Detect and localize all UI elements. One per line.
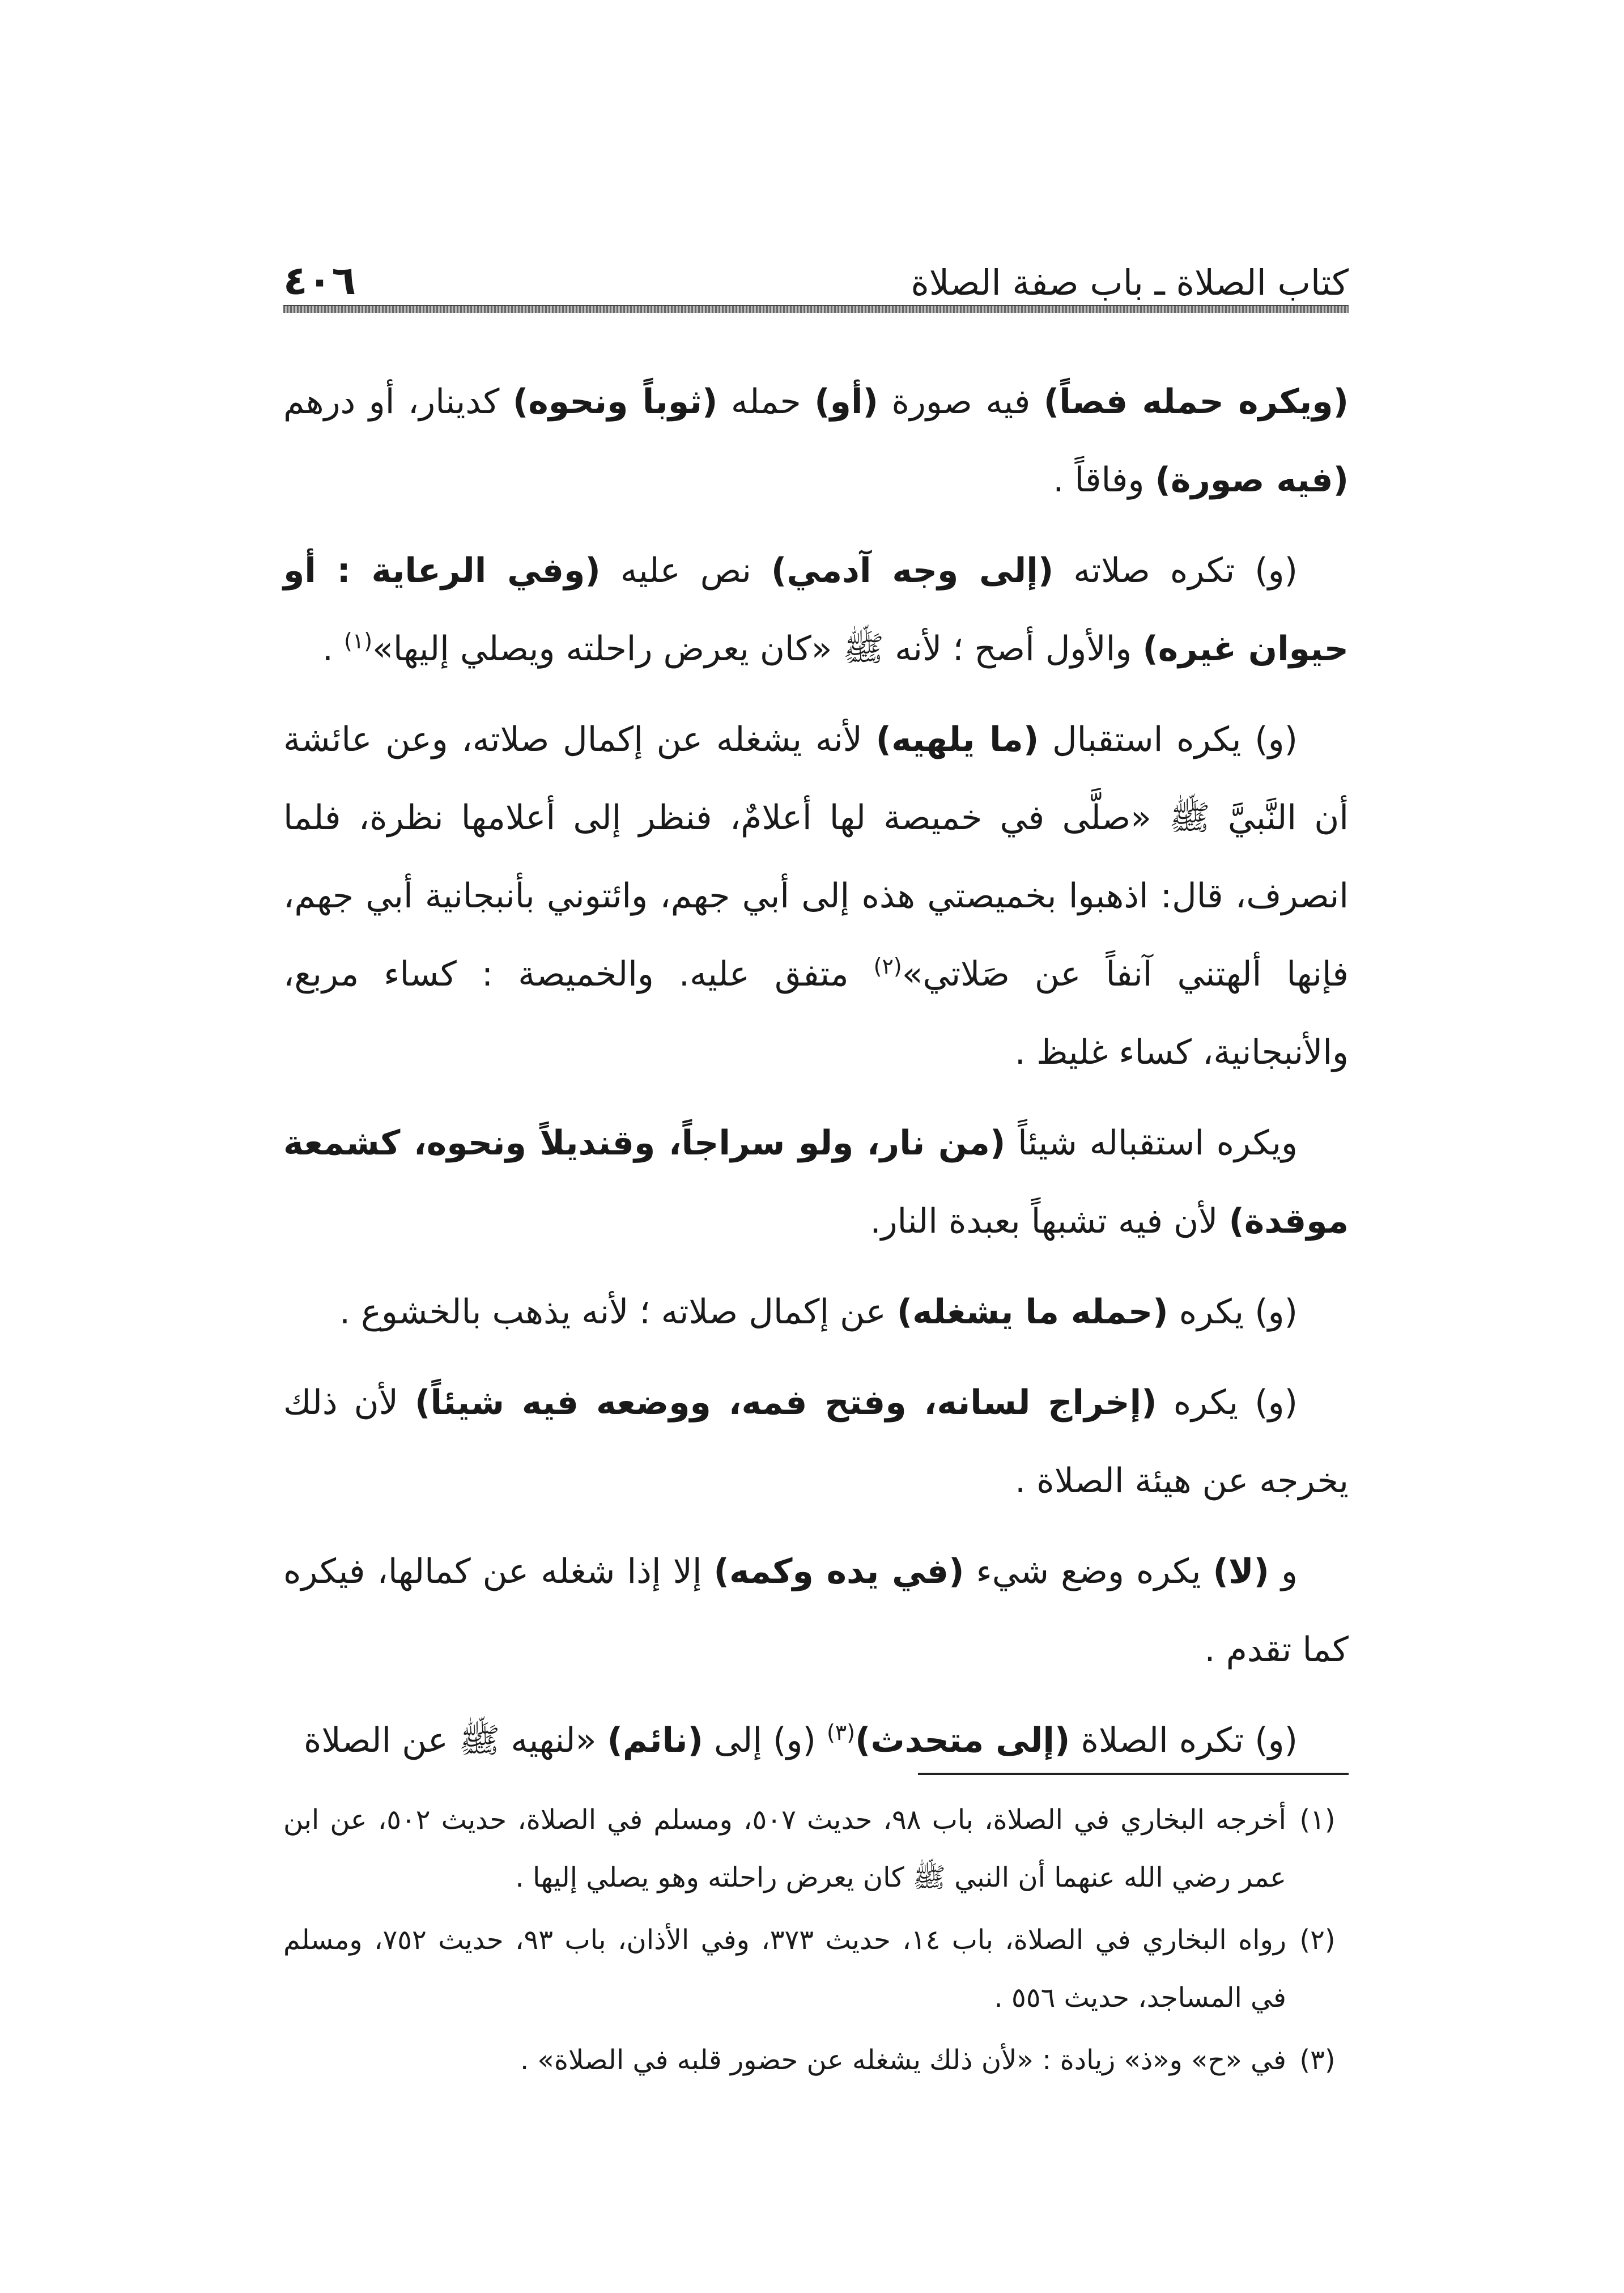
- footnote-text: رواه البخاري في الصلاة، باب ١٤، حديث ٣٧٣، وفي الأذان، باب ٩٣، حديث ٧٥٢، ومسلم في المساجد، حديث ٥٥٦ .: [283, 1924, 1286, 2014]
- footnote-reference[interactable]: (٣): [826, 1720, 856, 1745]
- sharh-text: يكره وضع شيء: [964, 1552, 1213, 1591]
- matn-text: (ثوباً ونحوه): [512, 382, 718, 422]
- sharh-text: والأول أصح ؛ لأنه ﷺ «كان يعرض راحلته ويصلي إليها»: [372, 629, 1143, 669]
- matn-text: (نائم): [607, 1721, 703, 1760]
- footnote-number: (٢): [1299, 1924, 1336, 1956]
- paragraph-1: [283, 363, 1349, 519]
- footnote-number: (١): [1299, 1804, 1336, 1836]
- sharh-text: متفق عليه. والخميصة : كساء مربع، والأنبجانية، كساء غليظ .: [283, 954, 1349, 1072]
- paragraph-7: [283, 1532, 1349, 1689]
- running-title: كتاب الصلاة ـ باب صفة الصلاة: [911, 262, 1349, 303]
- sharh-text: لأنه يشغله عن إكمال صلاته، وعن عائشة أن النَّبيَّ ﷺ «صلَّى في خميصة لها أعلامٌ، فنظر إلى أعلامها نظرة، فلما انصرف، قال: اذهبوا بخميصتي هذه إلى أبي جهم، وائتوني بأنبجانية أبي جهم، فإنها ألهتني آنفاً عن صَلاتي»: [283, 720, 1349, 994]
- matn-text: (وفي الرعاية : أو حيوان غيره): [283, 551, 1349, 669]
- sharh-text: حمله: [717, 382, 815, 422]
- paragraph-6: [283, 1364, 1349, 1520]
- paragraph-8: [283, 1701, 1349, 1780]
- matn-text: (حمله ما يشغله): [896, 1292, 1168, 1332]
- sharh-text: «لنهيه ﷺ عن الصلاة: [303, 1721, 607, 1760]
- matn-text: (إخراج لسانه، وفتح فمه، ووضعه فيه شيئاً): [415, 1383, 1157, 1422]
- matn-text: (من نار، ولو سراجاً، وقنديلاً ونحوه، كشمعة موقدة): [283, 1123, 1349, 1241]
- sharh-text: إلا إذا شغله عن كمالها، فيكره كما تقدم .: [283, 1552, 1349, 1670]
- main-text: [283, 363, 1349, 1792]
- footnotes: [283, 1791, 1349, 2094]
- sharh-text: (و) يكره استقبال: [1039, 720, 1298, 759]
- footnote-3: [283, 2031, 1349, 2089]
- footnote-number: (٣): [1299, 2044, 1336, 2076]
- sharh-text: فيه صورة: [878, 382, 1044, 422]
- matn-text: (في يده وكمه): [713, 1552, 964, 1591]
- footnote-text: أخرجه البخاري في الصلاة، باب ٩٨، حديث ٥٠٧، ومسلم في الصلاة، حديث ٥٠٢، عن ابن عمر رضي الله عنهما أن النبي ﷺ كان يعرض راحلته وهو يصلي إليها .: [283, 1804, 1287, 1893]
- matn-text: (إلى متحدث): [855, 1721, 1070, 1760]
- sharh-text: .: [322, 629, 345, 669]
- sharh-text: (و) يكره: [1157, 1383, 1298, 1422]
- matn-text: (أو): [814, 382, 878, 422]
- footnote-reference[interactable]: (٢): [873, 954, 902, 979]
- sharh-text: و: [1269, 1552, 1298, 1591]
- sharh-text: (و) تكره صلاته: [1053, 551, 1298, 591]
- page-number: ٤٠٦: [283, 257, 356, 304]
- paragraph-5: [283, 1273, 1349, 1351]
- paragraph-4: [283, 1104, 1349, 1260]
- footnote-reference[interactable]: (١): [344, 629, 373, 653]
- footnote-1: [283, 1791, 1349, 1906]
- paragraph-2: [283, 532, 1349, 688]
- sharh-text: كدينار، أو درهم: [283, 382, 513, 422]
- sharh-text: لأن فيه تشبهاً بعبدة النار.: [870, 1201, 1229, 1241]
- sharh-text: (و) يكره: [1168, 1292, 1298, 1332]
- header-rule: [283, 305, 1349, 313]
- matn-text: (لا): [1213, 1552, 1269, 1591]
- footnote-text: في «ح» و«ذ» زيادة : «لأن ذلك يشغله عن حضور قلبه في الصلاة» .: [520, 2044, 1286, 2076]
- sharh-text: نص عليه: [600, 551, 771, 591]
- footnote-2: [283, 1911, 1349, 2027]
- page-header: [283, 238, 1349, 304]
- sharh-text: لأن ذلك يخرجه عن هيئة الصلاة .: [283, 1383, 1349, 1501]
- sharh-text: (و) تكره الصلاة: [1070, 1721, 1298, 1760]
- sharh-text: (و) إلى: [703, 1721, 827, 1760]
- sharh-text: وفاقاً .: [1053, 460, 1155, 500]
- sharh-text: ويكره استقباله شيئاً: [1005, 1123, 1298, 1163]
- matn-text: (ويكره حمله فصاً): [1043, 382, 1349, 422]
- matn-text: (ما يلهيه): [875, 720, 1039, 759]
- footnote-separator: [918, 1773, 1349, 1775]
- sharh-text: عن إكمال صلاته ؛ لأنه يذهب بالخشوع .: [339, 1292, 897, 1332]
- matn-text: (فيه صورة): [1155, 460, 1349, 500]
- paragraph-3: [283, 700, 1349, 1092]
- matn-text: (إلى وجه آدمي): [771, 551, 1054, 591]
